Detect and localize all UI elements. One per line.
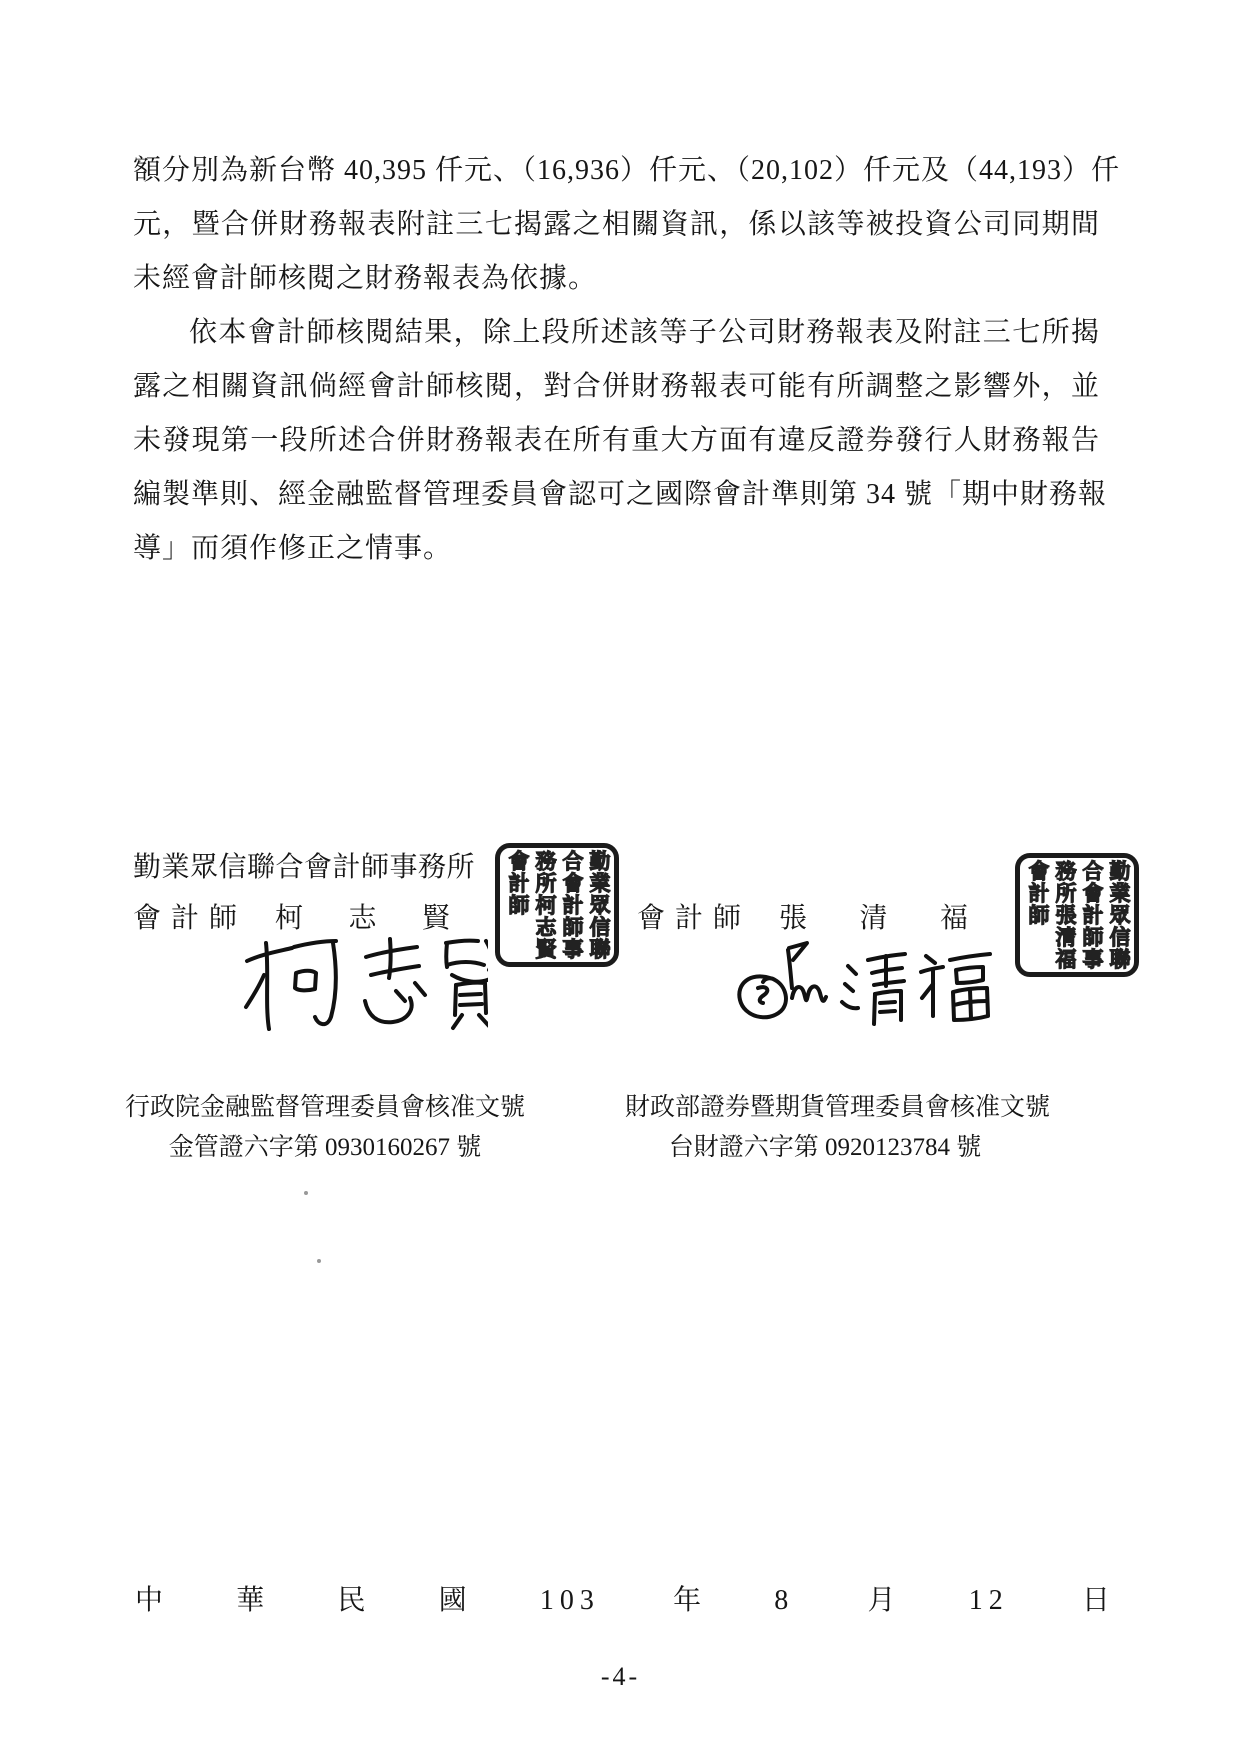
accountant-name-char: 賢 <box>421 903 450 934</box>
body-line: 未發現第一段所述合併財務報表在所有重大方面有違反證券發行人財務報告 <box>133 425 1100 456</box>
handwritten-signature <box>238 933 488 1041</box>
accountant-row-left <box>133 896 450 936</box>
date-char: 民 <box>337 1585 366 1616</box>
accountant-name-char: 志 <box>348 903 377 934</box>
approval-authority: 行政院金融監督管理委員會核准文號 <box>125 1094 526 1121</box>
accountant-seal-stamp <box>1015 853 1139 977</box>
accountant-name-char: 清 <box>859 903 888 934</box>
roc-date-line <box>135 1578 1110 1618</box>
accountant-seal-stamp <box>495 843 619 967</box>
seal-text: 勤業眾信聯合會計師事務所張清福會計師 <box>1026 860 1131 970</box>
body-line: 依本會計師核閱結果，除上段所述該等子公司財務報表及附註三七所揭 <box>189 317 1100 348</box>
date-day: 12 <box>968 1585 1009 1616</box>
scan-speck <box>317 1259 321 1263</box>
date-month: 8 <box>774 1585 795 1616</box>
accountant-title: 會計師 <box>637 903 752 934</box>
date-char: 年 <box>673 1585 702 1616</box>
body-line: 額分別為新台幣 40,395 仟元、（16,936）仟元、（20,102）仟元及（44,193）仟 <box>133 155 1121 186</box>
approval-block-fsc <box>125 1088 525 1168</box>
scan-speck <box>304 1191 308 1195</box>
report-body <box>133 144 1121 576</box>
body-line: 露之相關資訊倘經會計師核閱，對合併財務報表可能有所調整之影響外，並 <box>133 371 1100 402</box>
accountant-name-char: 柯 <box>275 903 304 934</box>
body-line: 元，暨合併財務報表附註三七揭露之相關資訊，係以該等被投資公司同期間 <box>133 209 1100 240</box>
accountant-name <box>779 896 968 936</box>
date-char: 日 <box>1081 1585 1110 1616</box>
approval-number: 台財證六字第 0920123784 號 <box>668 1134 982 1161</box>
body-line: 導」而須作修正之情事。 <box>133 533 453 564</box>
approval-block-sfc <box>625 1088 1051 1168</box>
approval-number: 金管證六字第 0930160267 號 <box>168 1134 482 1161</box>
accountant-name-char: 張 <box>779 903 808 934</box>
date-char: 中 <box>135 1585 164 1616</box>
date-char: 月 <box>867 1585 896 1616</box>
handwritten-signature <box>728 936 996 1028</box>
approval-authority: 財政部證券暨期貨管理委員會核准文號 <box>625 1094 1051 1121</box>
body-line: 編製準則、經金融監督管理委員會認可之國際會計準則第 34 號「期中財務報 <box>133 479 1108 510</box>
seal-text: 勤業眾信聯合會計師事務所柯志賢會計師 <box>506 850 611 960</box>
body-line: 未經會計師核閱之財務報表為依據。 <box>133 263 598 294</box>
accountant-row-right <box>637 896 968 936</box>
accountant-title: 會計師 <box>133 903 248 934</box>
page-number: -4- <box>600 1662 641 1691</box>
accounting-firm-name: 勤業眾信聯合會計師事務所 <box>133 852 476 883</box>
accountant-name <box>275 896 450 936</box>
date-char: 華 <box>236 1585 265 1616</box>
date-char: 國 <box>438 1585 467 1616</box>
accountant-name-char: 福 <box>939 903 968 934</box>
date-year: 103 <box>539 1585 600 1616</box>
